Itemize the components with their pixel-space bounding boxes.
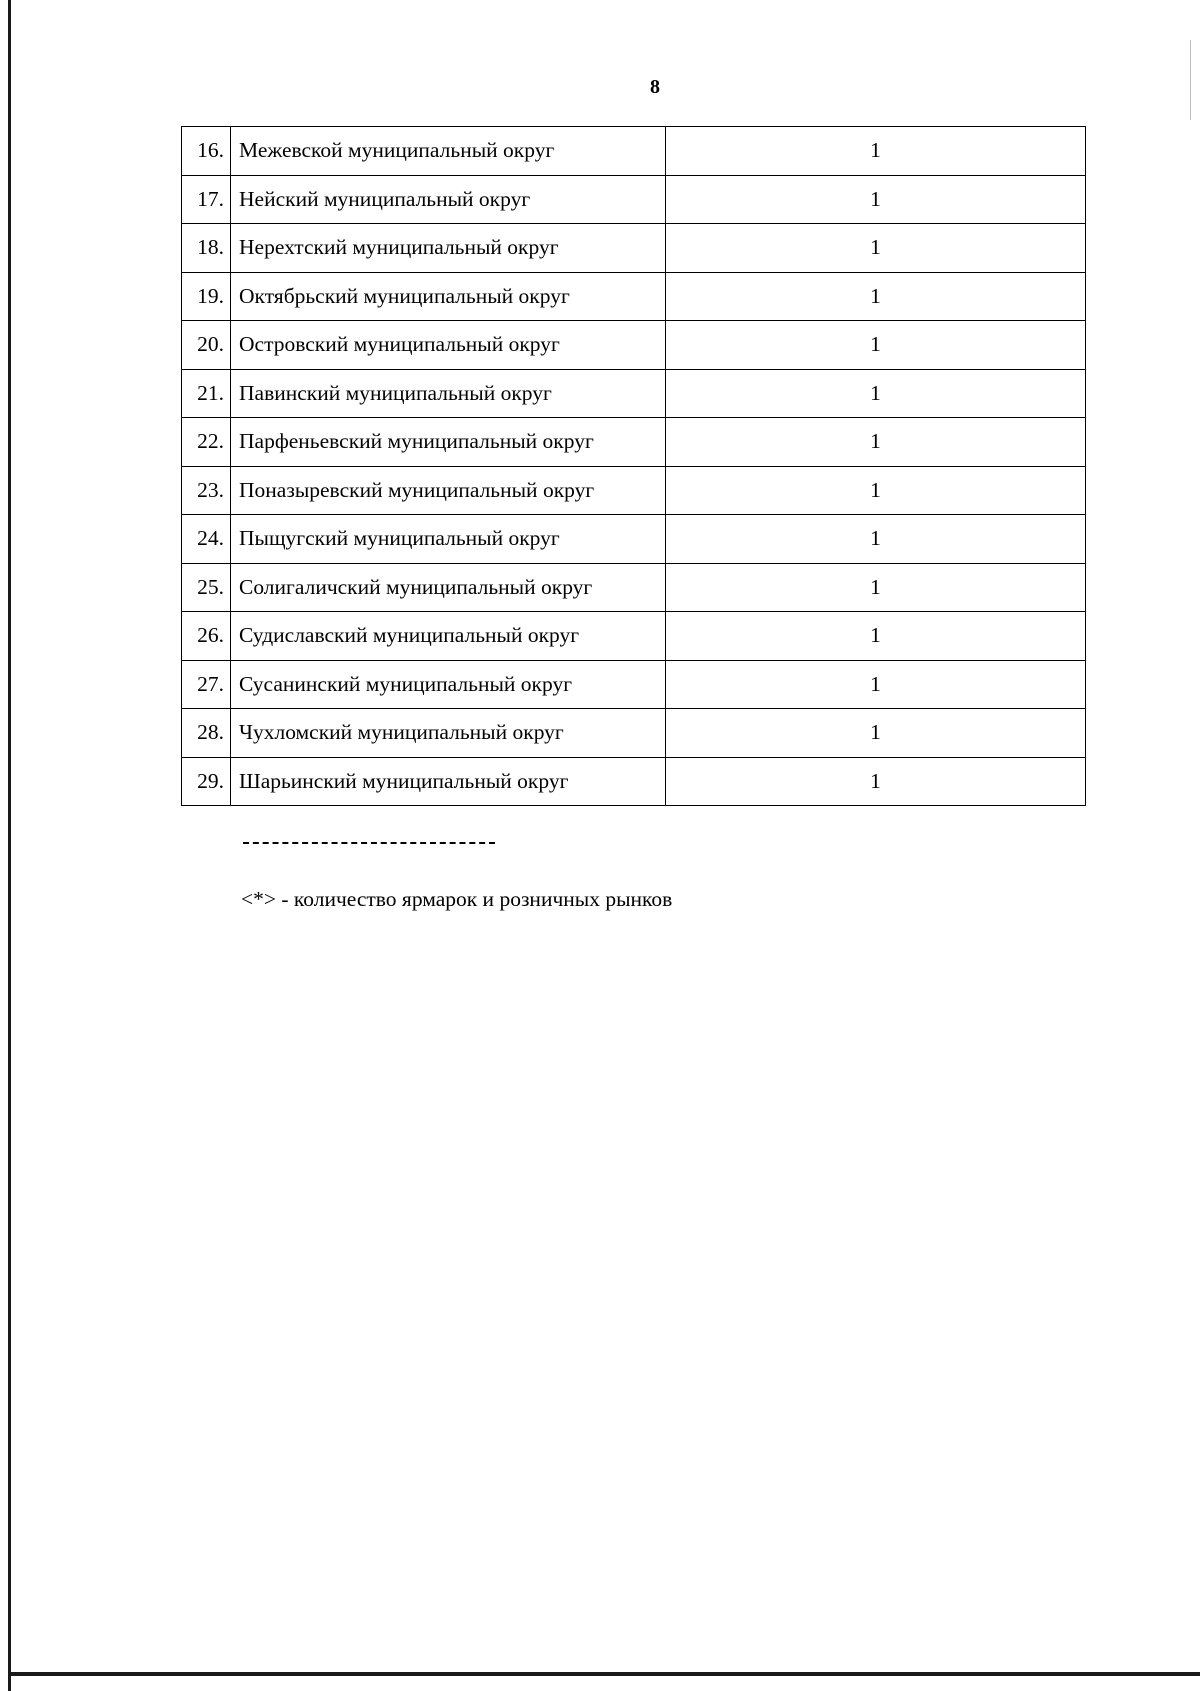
scan-edge-right	[1190, 40, 1191, 120]
market-count: 1	[666, 321, 1086, 370]
district-name: Шарьинский муниципальный округ	[231, 757, 666, 806]
market-count: 1	[666, 563, 1086, 612]
table-row	[182, 369, 1086, 418]
table-row	[182, 321, 1086, 370]
market-count: 1	[666, 175, 1086, 224]
table-row	[182, 418, 1086, 467]
table-row	[182, 272, 1086, 321]
table-row	[182, 127, 1086, 176]
table-row	[182, 660, 1086, 709]
row-number: 25.	[182, 563, 231, 612]
table-row	[182, 612, 1086, 661]
row-number: 21.	[182, 369, 231, 418]
market-count: 1	[666, 466, 1086, 515]
markets-table	[181, 126, 1086, 806]
district-name: Нейский муниципальный округ	[231, 175, 666, 224]
market-count: 1	[666, 757, 1086, 806]
district-name: Солигаличский муниципальный округ	[231, 563, 666, 612]
district-name: Октябрьский муниципальный округ	[231, 272, 666, 321]
row-number: 28.	[182, 709, 231, 758]
row-number: 27.	[182, 660, 231, 709]
market-count: 1	[666, 418, 1086, 467]
market-count: 1	[666, 369, 1086, 418]
row-number: 29.	[182, 757, 231, 806]
district-name: Парфеньевский муниципальный округ	[231, 418, 666, 467]
table-row	[182, 709, 1086, 758]
row-number: 22.	[182, 418, 231, 467]
market-count: 1	[666, 612, 1086, 661]
district-name: Поназыревский муниципальный округ	[231, 466, 666, 515]
table-row	[182, 757, 1086, 806]
row-number: 26.	[182, 612, 231, 661]
district-name: Сусанинский муниципальный округ	[231, 660, 666, 709]
district-name: Чухломский муниципальный округ	[231, 709, 666, 758]
row-number: 24.	[182, 515, 231, 564]
table-row	[182, 175, 1086, 224]
market-count: 1	[666, 515, 1086, 564]
district-name: Нерехтский муниципальный округ	[231, 224, 666, 273]
market-count: 1	[666, 224, 1086, 273]
district-name: Павинский муниципальный округ	[231, 369, 666, 418]
district-name: Судиславский муниципальный округ	[231, 612, 666, 661]
footnote-separator	[243, 842, 495, 844]
table-row	[182, 515, 1086, 564]
scan-edge-bottom	[8, 1672, 1200, 1676]
row-number: 23.	[182, 466, 231, 515]
district-name: Островский муниципальный округ	[231, 321, 666, 370]
district-name: Пыщугский муниципальный округ	[231, 515, 666, 564]
market-count: 1	[666, 709, 1086, 758]
row-number: 17.	[182, 175, 231, 224]
page-number: 8	[650, 76, 660, 98]
row-number: 16.	[182, 127, 231, 176]
row-number: 19.	[182, 272, 231, 321]
row-number: 20.	[182, 321, 231, 370]
table-row	[182, 563, 1086, 612]
market-count: 1	[666, 272, 1086, 321]
markets-table-body	[182, 127, 1086, 806]
scan-edge-left	[8, 0, 11, 1691]
market-count: 1	[666, 127, 1086, 176]
market-count: 1	[666, 660, 1086, 709]
table-row	[182, 466, 1086, 515]
table-row	[182, 224, 1086, 273]
district-name: Межевской муниципальный округ	[231, 127, 666, 176]
row-number: 18.	[182, 224, 231, 273]
footnote-text: <*> - количество ярмарок и розничных рынков	[241, 887, 673, 911]
